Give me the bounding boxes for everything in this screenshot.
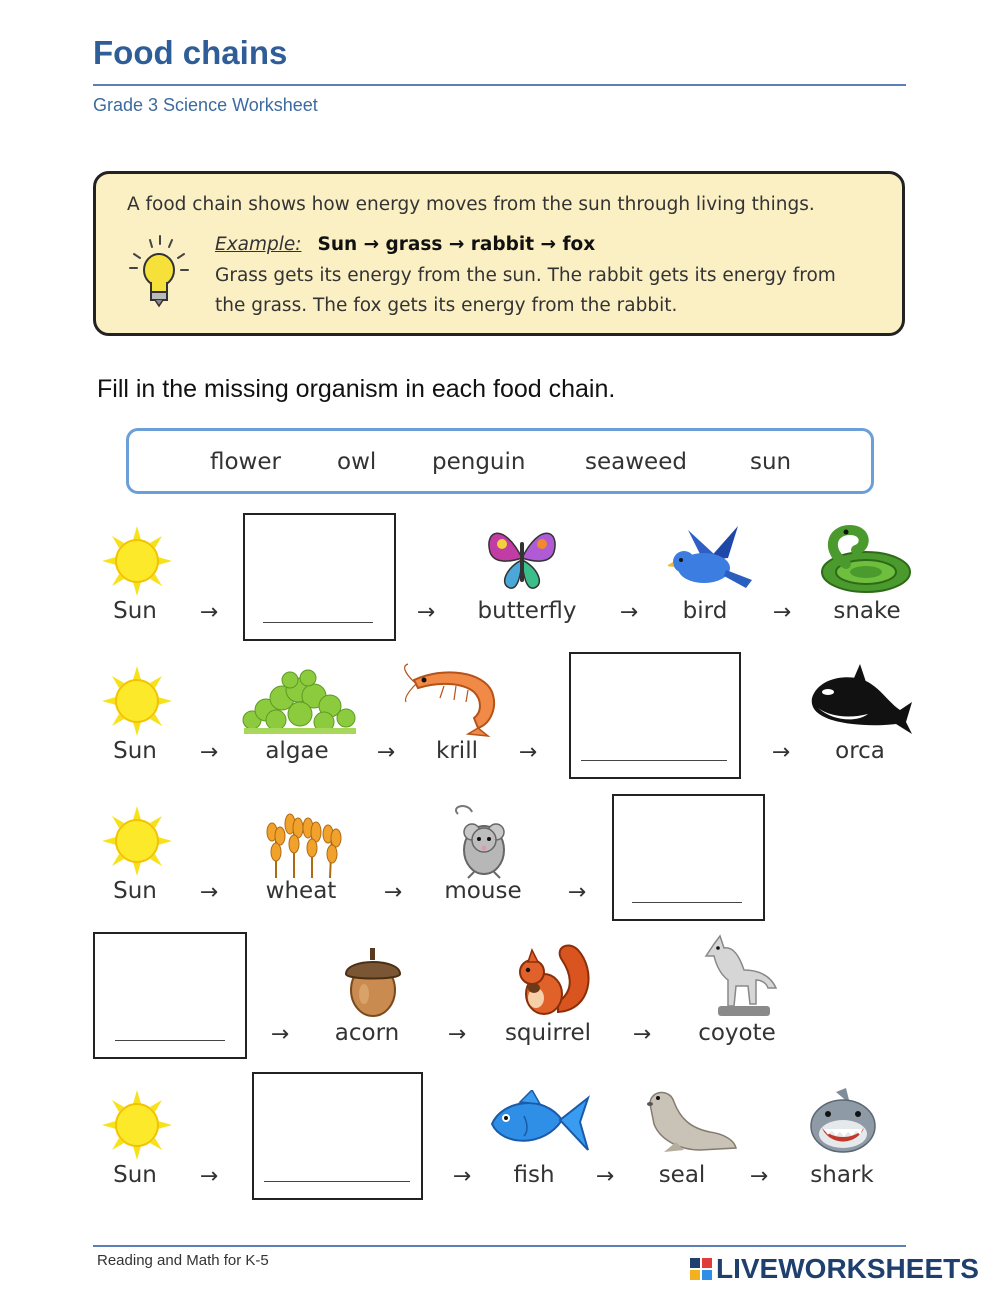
mouse-icon (448, 804, 520, 880)
word-bank-item[interactable]: owl (337, 449, 377, 475)
chain-arrow: → (595, 1164, 615, 1189)
info-explanation-line2: the grass. The fox gets its energy from the rabbit. (215, 295, 678, 316)
info-explanation-line1: Grass gets its energy from the sun. The rabbit gets its energy from (215, 265, 836, 286)
chain-label: squirrel (504, 1020, 592, 1046)
butterfly-icon (484, 522, 560, 594)
algae-icon (240, 668, 360, 736)
acorn-icon (340, 944, 406, 1020)
chain-arrow: → (199, 740, 219, 765)
answer-box[interactable] (252, 1072, 423, 1200)
page-title: Food chains (93, 34, 288, 71)
footer-text: Reading and Math for K-5 (97, 1252, 269, 1269)
orca-icon (808, 664, 914, 736)
krill-icon (404, 662, 502, 738)
chain-arrow: → (452, 1164, 472, 1189)
chain-label: Sun (113, 738, 157, 764)
fish-icon (488, 1090, 590, 1156)
answer-box[interactable] (612, 794, 765, 921)
word-bank-item[interactable]: seaweed (585, 449, 687, 475)
chain-arrow: → (772, 600, 792, 625)
page-subtitle: Grade 3 Science Worksheet (93, 95, 318, 115)
chain-arrow: → (383, 880, 403, 905)
chain-arrow: → (749, 1164, 769, 1189)
chain-label: bird (682, 598, 728, 624)
info-box (93, 171, 905, 336)
info-intro-text: A food chain shows how energy moves from the sun through living things. (127, 194, 815, 215)
chain-arrow: → (416, 600, 436, 625)
coyote-icon (700, 934, 780, 1018)
food-chain-row-2 (0, 650, 1000, 785)
word-bank (126, 428, 874, 494)
food-chain-row-4 (0, 930, 1000, 1065)
chain-arrow: → (518, 740, 538, 765)
squirrel-icon (514, 940, 592, 1020)
chain-label: snake (833, 598, 901, 624)
chain-arrow: → (771, 740, 791, 765)
chain-arrow: → (567, 880, 587, 905)
answer-box[interactable] (243, 513, 396, 641)
food-chain-row-3 (0, 790, 1000, 925)
chain-label: krill (436, 738, 478, 764)
sun-icon (102, 1090, 172, 1160)
chain-label: acorn (334, 1020, 400, 1046)
answer-box[interactable] (93, 932, 247, 1059)
word-bank-item[interactable]: sun (750, 449, 792, 475)
chain-label: shark (810, 1162, 874, 1188)
chain-label: coyote (698, 1020, 776, 1046)
chain-arrow: → (619, 600, 639, 625)
sun-icon (102, 806, 172, 876)
chain-label: Sun (113, 1162, 157, 1188)
chain-label: Sun (113, 878, 157, 904)
instruction-text: Fill in the missing organism in each food chain. (97, 375, 616, 403)
chain-label: mouse (444, 878, 522, 904)
footer-divider (93, 1245, 906, 1247)
chain-label: fish (513, 1162, 555, 1188)
chain-label: seal (658, 1162, 706, 1188)
chain-arrow: → (447, 1022, 467, 1047)
snake-icon (816, 522, 914, 598)
example-chain: Sun → grass → rabbit → fox (317, 234, 596, 255)
chain-label: algae (265, 738, 329, 764)
shark-icon (806, 1088, 880, 1158)
chain-label: Sun (113, 598, 157, 624)
chain-arrow: → (199, 600, 219, 625)
food-chain-row-5 (0, 1070, 1000, 1205)
sun-icon (102, 526, 172, 596)
bird-icon (668, 524, 754, 596)
lightbulb-icon (122, 232, 192, 312)
chain-label: orca (835, 738, 885, 764)
header-divider (93, 84, 906, 86)
chain-label: wheat (265, 878, 337, 904)
food-chain-row-1 (0, 510, 1000, 645)
chain-arrow: → (199, 1164, 219, 1189)
chain-arrow: → (632, 1022, 652, 1047)
word-bank-item[interactable]: penguin (432, 449, 526, 475)
example-label: Example: (215, 234, 302, 255)
seal-icon (640, 1084, 738, 1156)
chain-arrow: → (270, 1022, 290, 1047)
sun-icon (102, 666, 172, 736)
info-example (215, 234, 595, 255)
answer-box[interactable] (569, 652, 741, 779)
chain-arrow: → (376, 740, 396, 765)
liveworksheets-brand[interactable]: LIVEWORKSHEETS (716, 1253, 979, 1284)
chain-arrow: → (199, 880, 219, 905)
liveworksheets-logo-icon (690, 1258, 714, 1282)
chain-label: butterfly (477, 598, 577, 624)
wheat-icon (262, 810, 348, 878)
word-bank-item[interactable]: flower (210, 449, 281, 475)
